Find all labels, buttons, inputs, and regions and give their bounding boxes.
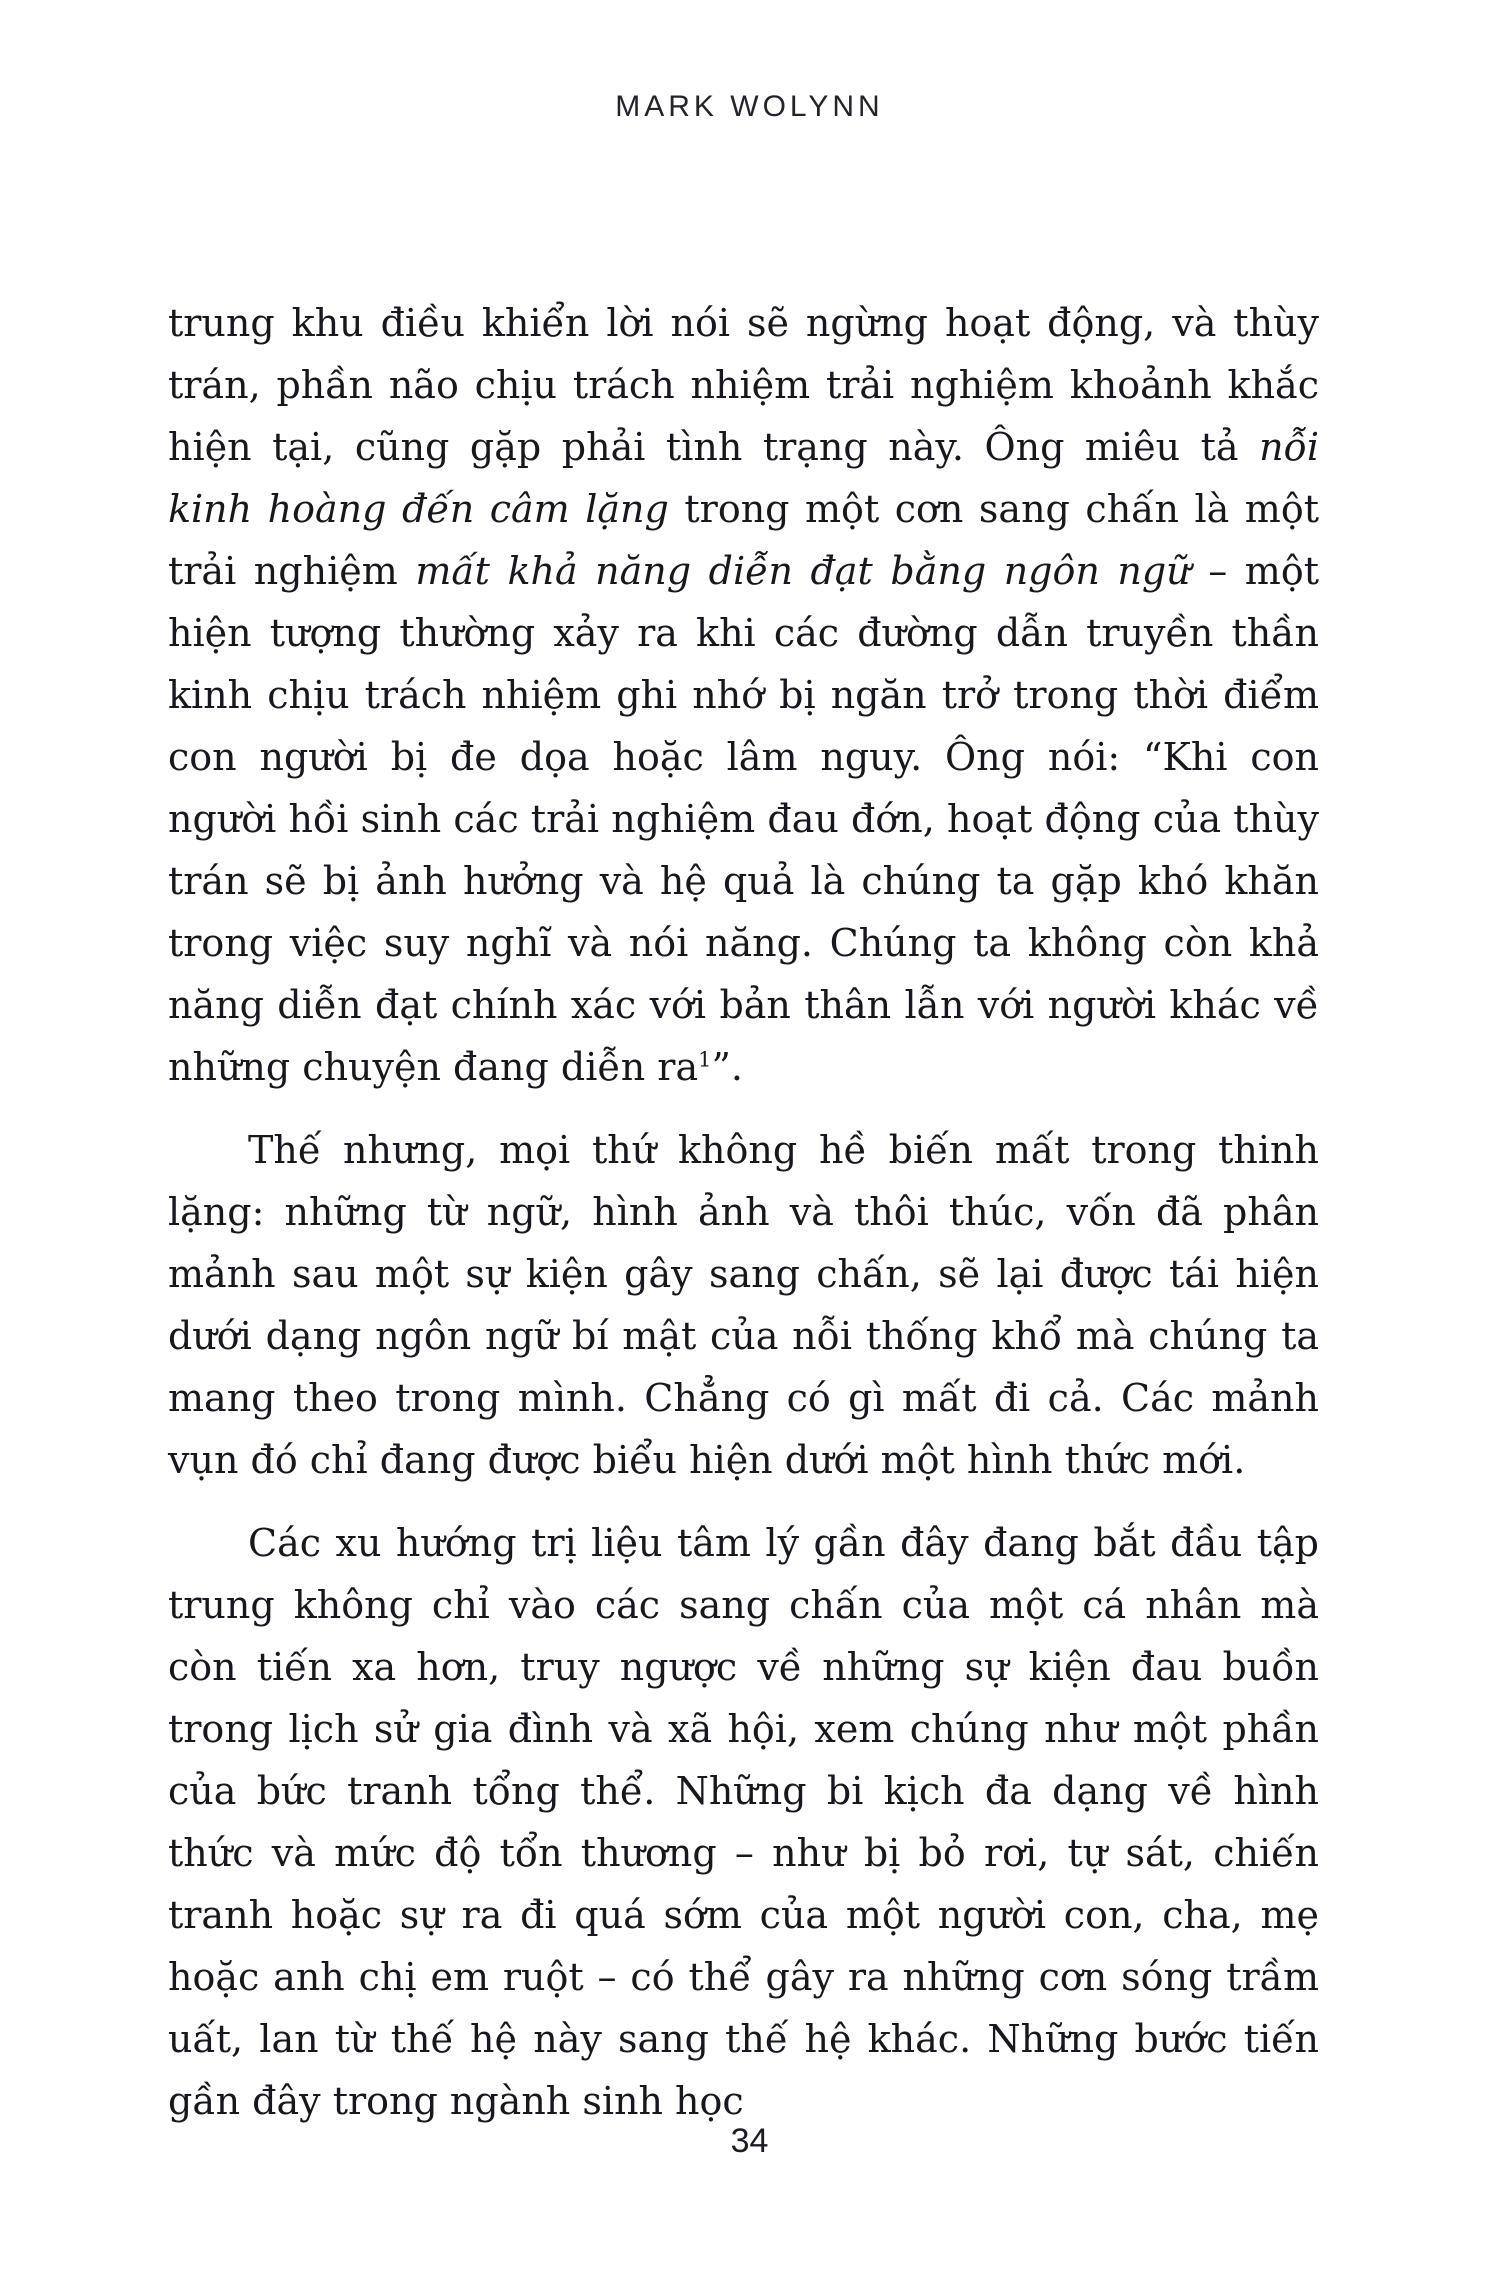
- italic-text-run: mất khả năng diễn đạt bằng ngôn ngữ: [415, 549, 1191, 593]
- footnote-marker: 1: [698, 1047, 712, 1072]
- text-run: trung khu điều khiển lời nói sẽ ngừng hoạt động, và thùy trán, phần não chịu trách nhiệm trải nghiệm khoảnh khắc hiện tại, cũng gặp phải tình trạng này. Ông miêu tả: [168, 301, 1319, 469]
- text-run: – một hiện tượng thường xảy ra khi các đường dẫn truyền thần kinh chịu trách nhiệm ghi nhớ bị ngăn trở trong thời điểm con người bị đe dọa hoặc lâm nguy. Ông nói: “Khi con người hồi sinh các trải nghiệm đau đớn, hoạt động của thùy trán sẽ bị ảnh hưởng và hệ quả là chúng ta gặp khó khăn trong việc suy nghĩ và nói năng. Chúng ta không còn khả năng diễn đạt chính xác với bản thân lẫn với người khác về những chuyện đang diễn ra: [168, 549, 1319, 1089]
- paragraph: [168, 1512, 1319, 2132]
- text-run: ”.: [711, 1045, 743, 1089]
- running-header: MARK WOLYNN: [615, 90, 884, 123]
- page-number: 34: [730, 2122, 769, 2160]
- paragraph: [168, 292, 1319, 1098]
- text-run: Các xu hướng trị liệu tâm lý gần đây đang bắt đầu tập trung không chỉ vào các sang chấn của một cá nhân mà còn tiến xa hơn, truy ngược về những sự kiện đau buồn trong lịch sử gia đình và xã hội, xem chúng như một phần của bức tranh tổng thể. Những bi kịch đa dạng về hình thức và mức độ tổn thương – như bị bỏ rơi, tự sát, chiến tranh hoặc sự ra đi quá sớm của một người con, cha, mẹ hoặc anh chị em ruột – có thể gây ra những cơn sóng trầm uất, lan từ thế hệ này sang thế hệ khác. Những bước tiến gần đây trong ngành sinh học: [168, 1521, 1319, 2123]
- paragraph: [168, 1119, 1319, 1491]
- italic-text-run: nỗi kinh hoàng đến câm lặng: [168, 425, 1319, 531]
- text-run: trong một cơn sang chấn là một trải nghiệm: [168, 487, 1319, 593]
- page-body: [168, 292, 1319, 2132]
- text-run: Thế nhưng, mọi thứ không hề biến mất trong thinh lặng: những từ ngữ, hình ảnh và thôi thúc, vốn đã phân mảnh sau một sự kiện gây sang chấn, sẽ lại được tái hiện dưới dạng ngôn ngữ bí mật của nỗi thống khổ mà chúng ta mang theo trong mình. Chẳng có gì mất đi cả. Các mảnh vụn đó chỉ đang được biểu hiện dưới một hình thức mới.: [168, 1128, 1319, 1482]
